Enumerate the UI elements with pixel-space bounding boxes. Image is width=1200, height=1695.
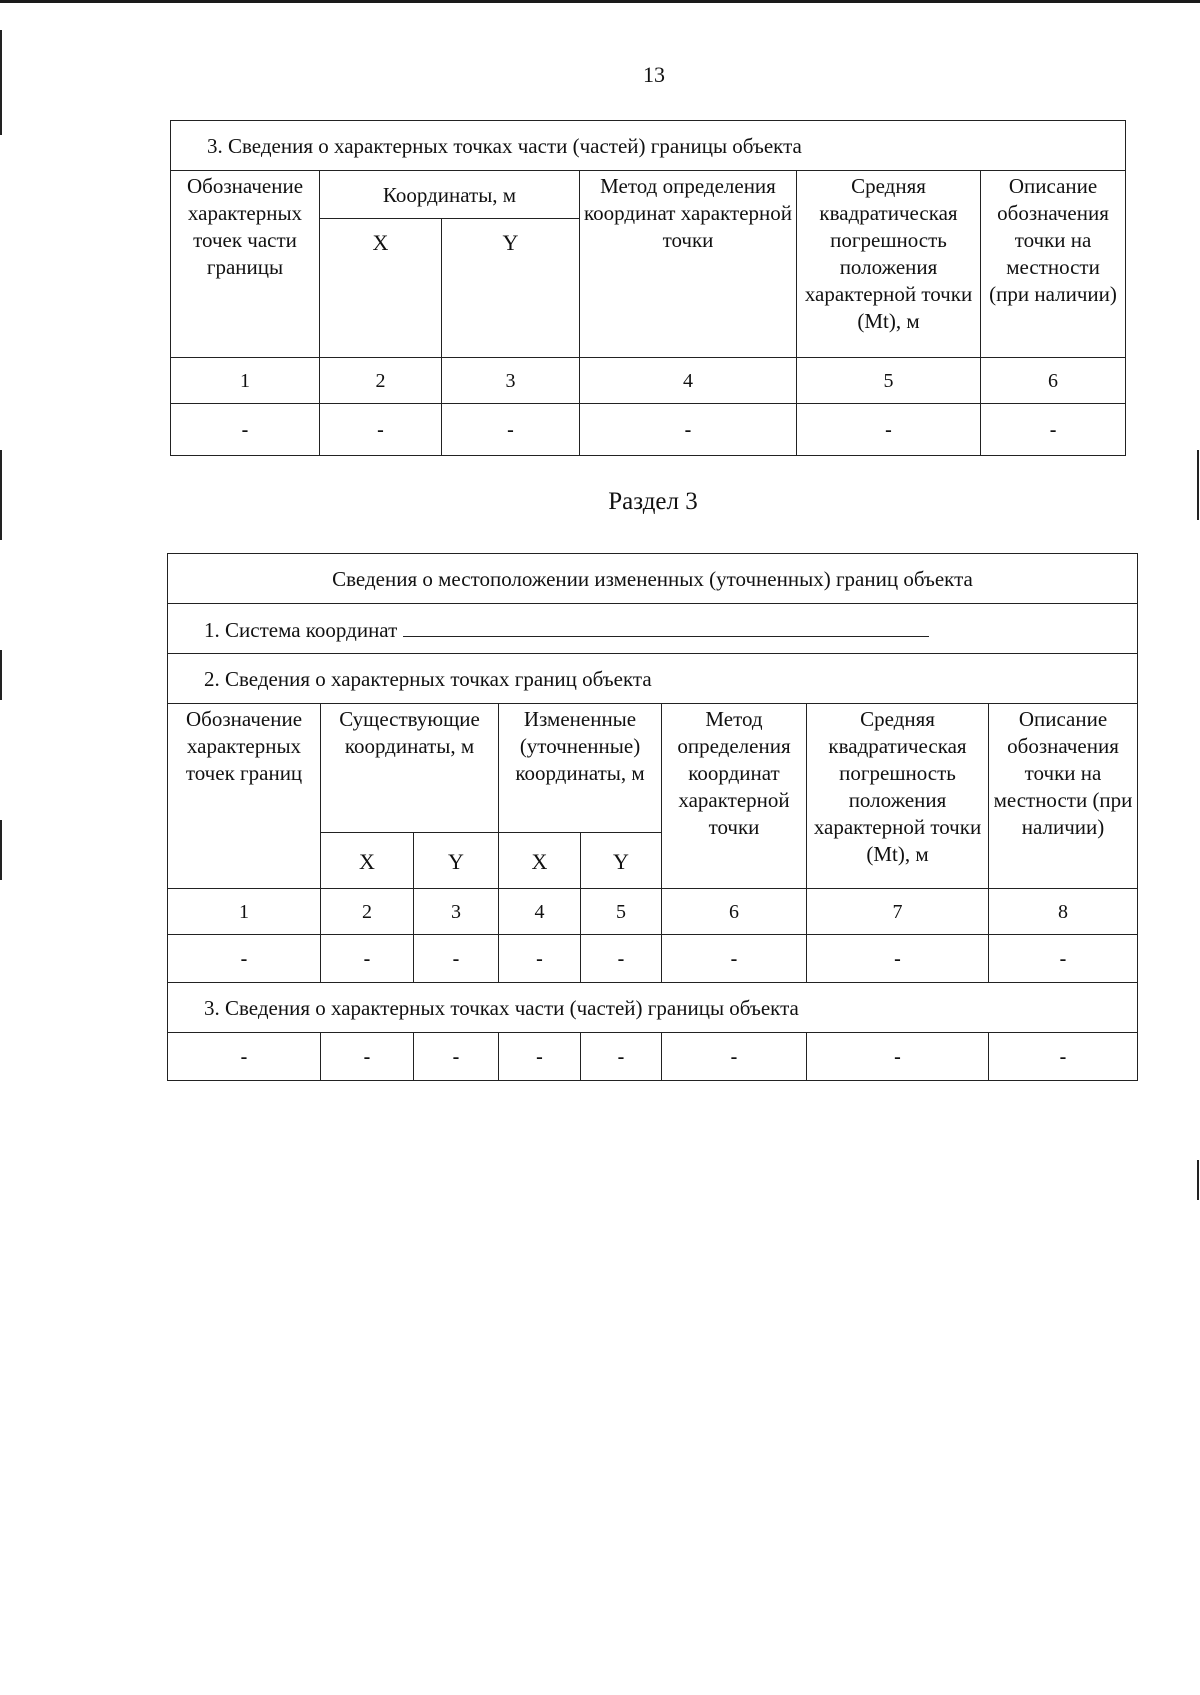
changed-boundaries-table (167, 553, 1138, 1081)
header-error: Средняя квадратическая погрешность положения характерной точки (Mt), м (797, 171, 981, 358)
table-cell: - (989, 935, 1138, 983)
scan-edge-mark (0, 820, 2, 880)
header-x: X (320, 219, 442, 358)
header-existing-x: X (321, 833, 414, 889)
table-cell: - (662, 1033, 807, 1081)
column-number: 3 (414, 889, 499, 935)
header-existing-y: Y (414, 833, 499, 889)
scan-edge-mark (0, 650, 2, 700)
table-cell: - (662, 935, 807, 983)
column-number: 5 (581, 889, 662, 935)
header-error: Средняя квадратическая погрешность положения характерной точки (Mt), м (807, 704, 989, 889)
table-cell: - (414, 1033, 499, 1081)
header-y: Y (442, 219, 580, 358)
column-number: 1 (168, 889, 321, 935)
table-cell: - (321, 935, 414, 983)
header-changed-coordinates: Измененные (уточненные) координаты, м (499, 704, 662, 833)
table-cell: - (981, 404, 1126, 456)
header-coordinates: Координаты, м (320, 171, 580, 219)
part-points-subtitle: 3. Сведения о характерных точках части (частей) границы объекта (168, 983, 1138, 1033)
column-number: 3 (442, 358, 580, 404)
column-number: 6 (981, 358, 1126, 404)
table-row (168, 1033, 1138, 1081)
part-boundary-points-table (170, 120, 1126, 456)
scan-edge-mark (1197, 1160, 1199, 1200)
table-cell: - (414, 935, 499, 983)
column-number: 7 (807, 889, 989, 935)
column-number: 2 (321, 889, 414, 935)
table-cell: - (807, 935, 989, 983)
table-cell: - (581, 1033, 662, 1081)
column-number: 4 (499, 889, 581, 935)
header-method: Метод определения координат характерной точки (580, 171, 797, 358)
header-method: Метод определения координат характерной точки (662, 704, 807, 889)
column-number: 6 (662, 889, 807, 935)
column-number: 8 (989, 889, 1138, 935)
section-heading: Раздел 3 (608, 488, 698, 515)
column-number: 5 (797, 358, 981, 404)
coordinate-system-row (168, 604, 1138, 654)
table-cell: - (320, 404, 442, 456)
table-cell: - (168, 935, 321, 983)
column-number: 4 (580, 358, 797, 404)
table-cell: - (989, 1033, 1138, 1081)
table-cell: - (581, 935, 662, 983)
table-cell: - (797, 404, 981, 456)
header-changed-y: Y (581, 833, 662, 889)
table-cell: - (321, 1033, 414, 1081)
table-cell: - (499, 935, 581, 983)
table-cell: - (442, 404, 580, 456)
coordinate-system-label: 1. Система координат (204, 617, 398, 642)
scan-top-border (0, 0, 1200, 3)
header-description: Описание обозначения точки на местности (при наличии) (981, 171, 1126, 358)
column-number: 2 (320, 358, 442, 404)
table-row (168, 935, 1138, 983)
coordinate-system-blank (403, 616, 929, 637)
header-designation: Обозначение характерных точек границ (168, 704, 321, 889)
page-number: 13 (643, 62, 665, 87)
header-description: Описание обозначения точки на местности (при наличии) (989, 704, 1138, 889)
header-changed-x: X (499, 833, 581, 889)
column-number: 1 (171, 358, 320, 404)
table-cell: - (499, 1033, 581, 1081)
table-cell: - (807, 1033, 989, 1081)
table-cell: - (171, 404, 320, 456)
table-cell: - (168, 1033, 321, 1081)
header-existing-coordinates: Существующие координаты, м (321, 704, 499, 833)
table-title: Сведения о местоположении измененных (уточненных) границ объекта (168, 554, 1138, 604)
header-designation: Обозначение характерных точек части границы (171, 171, 320, 358)
table-row (171, 404, 1126, 456)
table-title: 3. Сведения о характерных точках части (частей) границы объекта (171, 121, 1126, 171)
points-subtitle: 2. Сведения о характерных точках границ объекта (168, 654, 1138, 704)
table-cell: - (580, 404, 797, 456)
